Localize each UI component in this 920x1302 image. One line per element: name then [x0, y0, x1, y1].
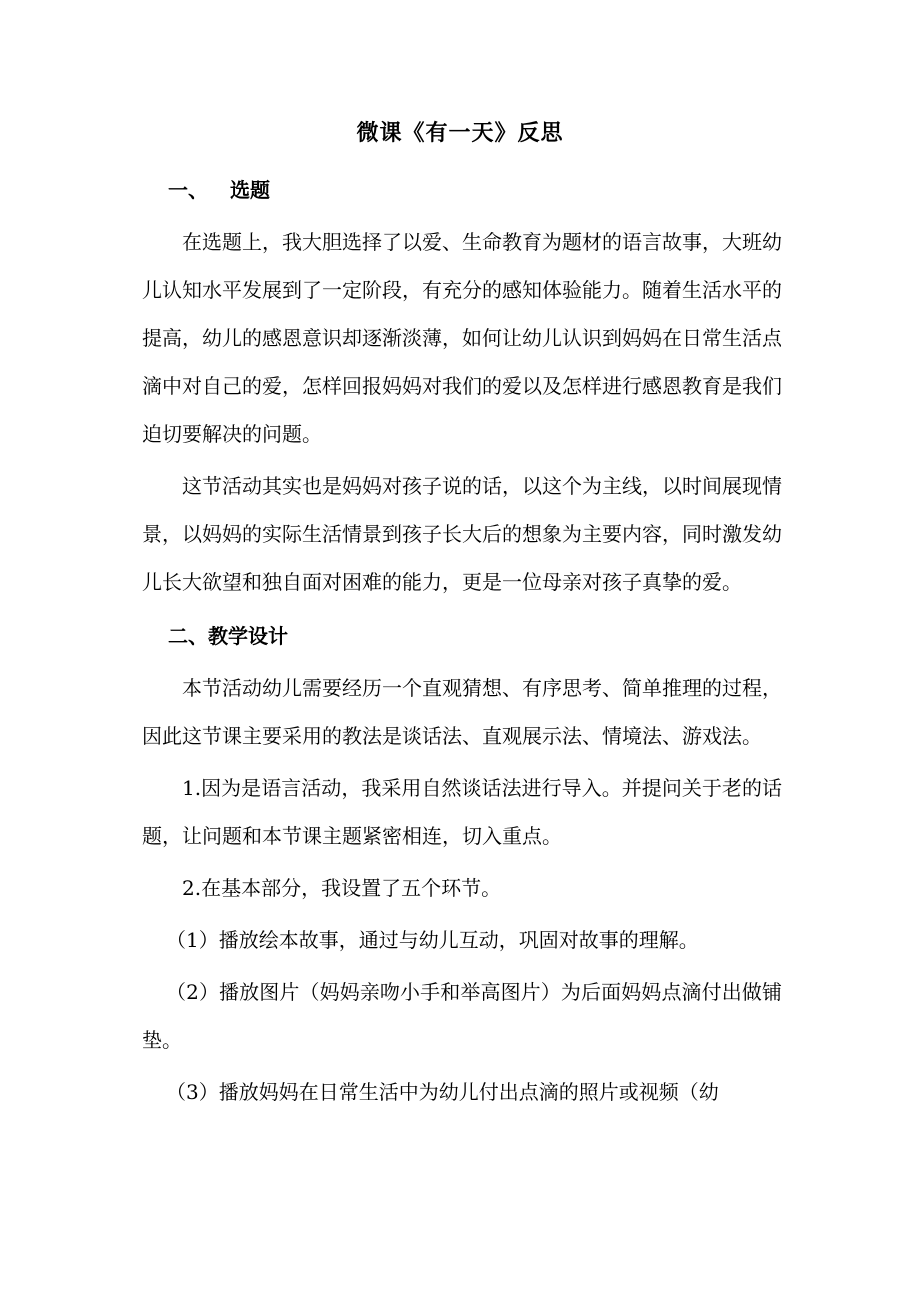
paragraph: 本节活动幼儿需要经历一个直观猜想、有序思考、简单推理的过程，因此这节课主要采用的教法是谈话法、直观展示法、情境法、游戏法。 — [142, 676, 782, 748]
paragraph: 这节活动其实也是妈妈对孩子说的话，以这个为主线，以时间展现情景，以妈妈的实际生活情景到孩子长大后的想象为主要内容，同时激发幼儿长大欲望和独自面对困难的能力，更是一位母亲对孩子真挚的爱。 — [142, 474, 782, 594]
list-item: （3）播放妈妈在日常生活中为幼儿付出点滴的照片或视频（幼 — [166, 1080, 719, 1104]
list-item: （2）播放图片（妈妈亲吻小手和举高图片）为后面妈妈点滴付出做铺垫。 — [142, 980, 782, 1052]
document-body — [142, 166, 782, 1116]
list-item: （1）播放绘本故事，通过与幼儿互动，巩固对故事的理解。 — [166, 928, 699, 952]
section-heading-topic — [142, 166, 782, 214]
section-heading-design: 二、教学设计 — [168, 624, 288, 648]
document-title: 微课《有一天》反思 — [356, 121, 564, 146]
paragraph: 在选题上，我大胆选择了以爱、生命教育为题材的语言故事，大班幼儿认知水平发展到了一定阶段，有充分的感知体验能力。随着生活水平的提高，幼儿的感恩意识却逐渐淡薄，如何让幼儿认识到妈妈在日常生活点滴中对自己的爱，怎样回报妈妈对我们的爱以及怎样进行感恩教育是我们迫切要解决的问题。 — [142, 230, 782, 446]
section-number: 一、 — [168, 178, 208, 202]
paragraph: 1.因为是语言活动，我采用自然谈话法进行导入。并提问关于老的话题，让问题和本节课主题紧密相连，切入重点。 — [142, 776, 782, 848]
section-heading-text: 选题 — [230, 178, 270, 202]
paragraph: 2.在基本部分，我设置了五个环节。 — [182, 876, 502, 900]
